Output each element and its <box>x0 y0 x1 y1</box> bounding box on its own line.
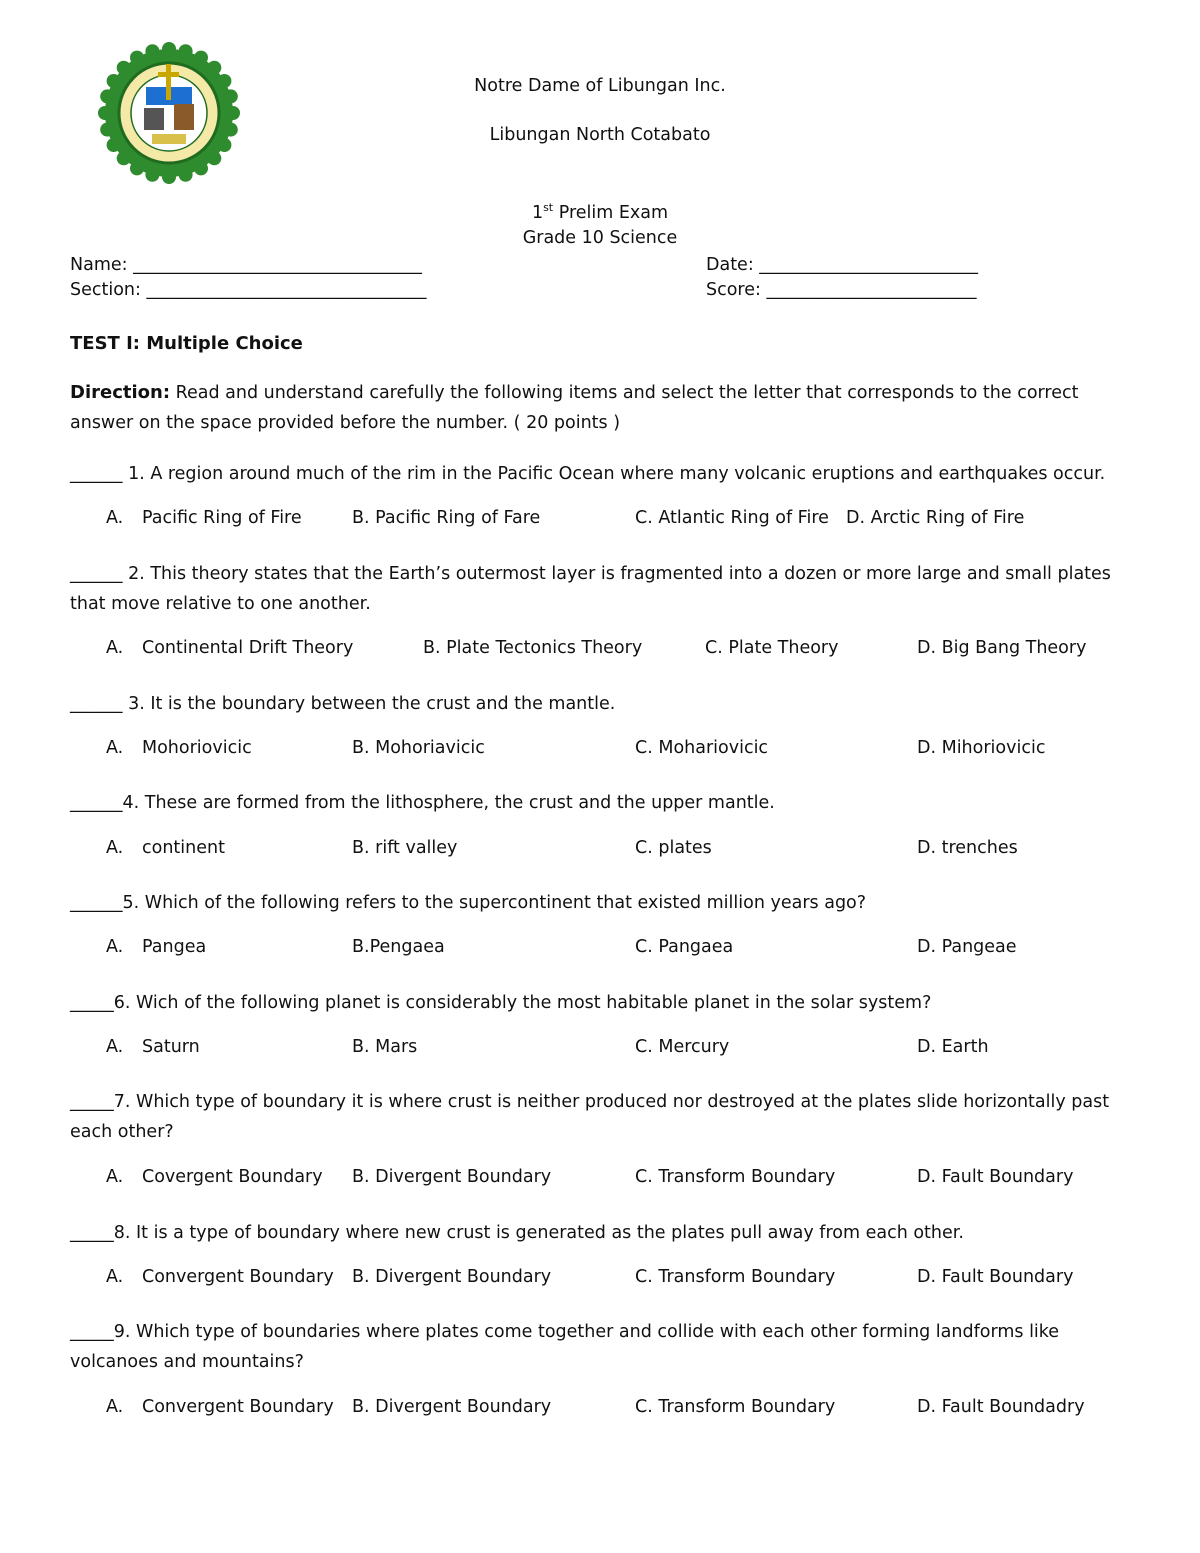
option-label: C. Plate Theory <box>705 638 839 658</box>
section-field[interactable]: Section: ________________________________ <box>70 280 427 300</box>
question-2-option-b[interactable] <box>423 638 642 658</box>
option-letter: A. <box>106 1397 124 1417</box>
option-label: C. Pangaea <box>635 937 734 957</box>
option-letter: A. <box>106 738 124 758</box>
option-letter: A. <box>106 1267 124 1287</box>
option-label: B.Pengaea <box>352 937 445 957</box>
question-7-option-d[interactable] <box>917 1167 1073 1187</box>
option-label: C. Atlantic Ring of Fire <box>635 508 829 528</box>
exam-title <box>0 201 1200 223</box>
question-1-option-d[interactable] <box>846 508 1024 528</box>
question-9-option-b[interactable] <box>352 1397 551 1417</box>
question-6-option-b[interactable] <box>352 1037 417 1057</box>
question-9-option-d[interactable] <box>917 1397 1085 1417</box>
question-5-option-c[interactable] <box>635 937 733 957</box>
question-8-option-b[interactable] <box>352 1267 551 1287</box>
question-1-text: ______ 1. A region around much of the rim in the Pacific Ocean where many volcanic eruptions and earthquakes occur. <box>70 464 1106 484</box>
option-label: C. Transform Boundary <box>635 1397 836 1417</box>
option-label: continent <box>142 838 225 858</box>
question-8-text: _____8. It is a type of boundary where new crust is generated as the plates pull away from each other. <box>70 1223 964 1243</box>
option-label: B. Divergent Boundary <box>352 1397 552 1417</box>
question-1-option-c[interactable] <box>635 508 829 528</box>
option-letter: A. <box>106 1167 124 1187</box>
option-label: B. Divergent Boundary <box>352 1167 552 1187</box>
question-5-text: ______5. Which of the following refers to the supercontinent that existed million years ago? <box>70 893 867 913</box>
test-title: TEST I: Multiple Choice <box>70 333 303 354</box>
option-label: Convergent Boundary <box>142 1267 334 1287</box>
option-label: C. plates <box>635 838 712 858</box>
question-9-option-a[interactable] <box>106 1397 334 1417</box>
exam-number: 1 <box>531 202 544 223</box>
option-label: B. rift valley <box>352 838 458 858</box>
question-4-option-d[interactable] <box>917 838 1018 858</box>
question-2-option-a[interactable] <box>106 638 353 658</box>
option-letter: A. <box>106 937 124 957</box>
question-3-option-b[interactable] <box>352 738 485 758</box>
option-letter: A. <box>106 508 124 528</box>
question-1-option-b[interactable] <box>352 508 540 528</box>
question-4-option-c[interactable] <box>635 838 712 858</box>
option-label: D. Fault Boundary <box>917 1167 1074 1187</box>
option-letter: A. <box>106 638 124 658</box>
direction-paragraph <box>70 378 1130 438</box>
option-label: C. Mercury <box>635 1037 730 1057</box>
question-4-text: ______4. These are formed from the lithosphere, the crust and the upper mantle. <box>70 793 775 813</box>
question-9-text: _____9. Which type of boundaries where plates come together and collide with each other forming landforms like volcanoes and mountains? <box>70 1322 1060 1372</box>
question-5-option-b[interactable] <box>352 937 445 957</box>
question-3-option-d[interactable] <box>917 738 1045 758</box>
question-3-option-c[interactable] <box>635 738 768 758</box>
question-8-option-a[interactable] <box>106 1267 334 1287</box>
question-4-option-b[interactable] <box>352 838 457 858</box>
option-label: Continental Drift Theory <box>142 638 354 658</box>
option-label: D. trenches <box>917 838 1018 858</box>
option-label: C. Transform Boundary <box>635 1167 836 1187</box>
option-label: C. Mohariovicic <box>635 738 769 758</box>
question-2-text: ______ 2. This theory states that the Earth’s outermost layer is fragmented into a dozen or more large and small plates that move relative to one another. <box>70 564 1111 614</box>
option-label: D. Mihoriovicic <box>917 738 1046 758</box>
option-label: B. Divergent Boundary <box>352 1267 552 1287</box>
exam-number-suffix: st <box>543 201 554 214</box>
question-6-text: _____6. Wich of the following planet is considerably the most habitable planet in the solar system? <box>70 993 932 1013</box>
question-7-option-b[interactable] <box>352 1167 551 1187</box>
option-label: Mohoriovicic <box>142 738 252 758</box>
question-8-option-d[interactable] <box>917 1267 1073 1287</box>
question-5-option-a[interactable] <box>106 937 206 957</box>
option-letter: A. <box>106 1037 124 1057</box>
option-letter: A. <box>106 838 124 858</box>
question-2-option-c[interactable] <box>705 638 838 658</box>
question-6-option-a[interactable] <box>106 1037 200 1057</box>
question-8-option-c[interactable] <box>635 1267 835 1287</box>
school-seal-logo <box>96 42 242 184</box>
school-name: Notre Dame of Libungan Inc. <box>474 76 726 96</box>
option-label: D. Fault Boundary <box>917 1267 1074 1287</box>
option-label: B. Mohoriavicic <box>352 738 485 758</box>
question-2-option-d[interactable] <box>917 638 1086 658</box>
question-7-option-a[interactable] <box>106 1167 323 1187</box>
question-6-option-c[interactable] <box>635 1037 729 1057</box>
question-6-option-d[interactable] <box>917 1037 989 1057</box>
date-field[interactable]: Date: _________________________ <box>706 255 979 275</box>
school-location: Libungan North Cotabato <box>489 125 711 145</box>
question-1-option-a[interactable] <box>106 508 302 528</box>
option-label: Saturn <box>142 1037 200 1057</box>
option-label: Pacific Ring of Fire <box>142 508 302 528</box>
option-label: B. Mars <box>352 1037 418 1057</box>
question-3-text: ______ 3. It is the boundary between the crust and the mantle. <box>70 694 616 714</box>
option-label: Pangea <box>142 937 207 957</box>
option-label: Covergent Boundary <box>142 1167 323 1187</box>
direction-label: Direction: <box>70 382 171 403</box>
option-label: D. Pangeae <box>917 937 1017 957</box>
option-label: B. Plate Tectonics Theory <box>423 638 643 658</box>
option-label: D. Fault Boundadry <box>917 1397 1085 1417</box>
option-label: D. Earth <box>917 1037 989 1057</box>
question-7-text: _____7. Which type of boundary it is where crust is neither produced nor destroyed at the plates slide horizontally past each other? <box>70 1092 1110 1142</box>
question-9-option-c[interactable] <box>635 1397 835 1417</box>
grade-subject: Grade 10 Science <box>522 228 678 248</box>
question-3-option-a[interactable] <box>106 738 252 758</box>
question-5-option-d[interactable] <box>917 937 1017 957</box>
exam-label: Prelim Exam <box>558 202 669 223</box>
option-label: B. Pacific Ring of Fare <box>352 508 541 528</box>
option-label: D. Big Bang Theory <box>917 638 1087 658</box>
question-4-option-a[interactable] <box>106 838 225 858</box>
score-field[interactable]: Score: ________________________ <box>706 280 977 300</box>
option-label: C. Transform Boundary <box>635 1267 836 1287</box>
name-field[interactable]: Name: _________________________________ <box>70 255 422 275</box>
option-label: D. Arctic Ring of Fire <box>846 508 1025 528</box>
option-label: Convergent Boundary <box>142 1397 334 1417</box>
direction-text: Read and understand carefully the following items and select the letter that corresponds to the correct answer on the space provided before the number. ( 20 points ) <box>70 383 1079 433</box>
question-7-option-c[interactable] <box>635 1167 835 1187</box>
